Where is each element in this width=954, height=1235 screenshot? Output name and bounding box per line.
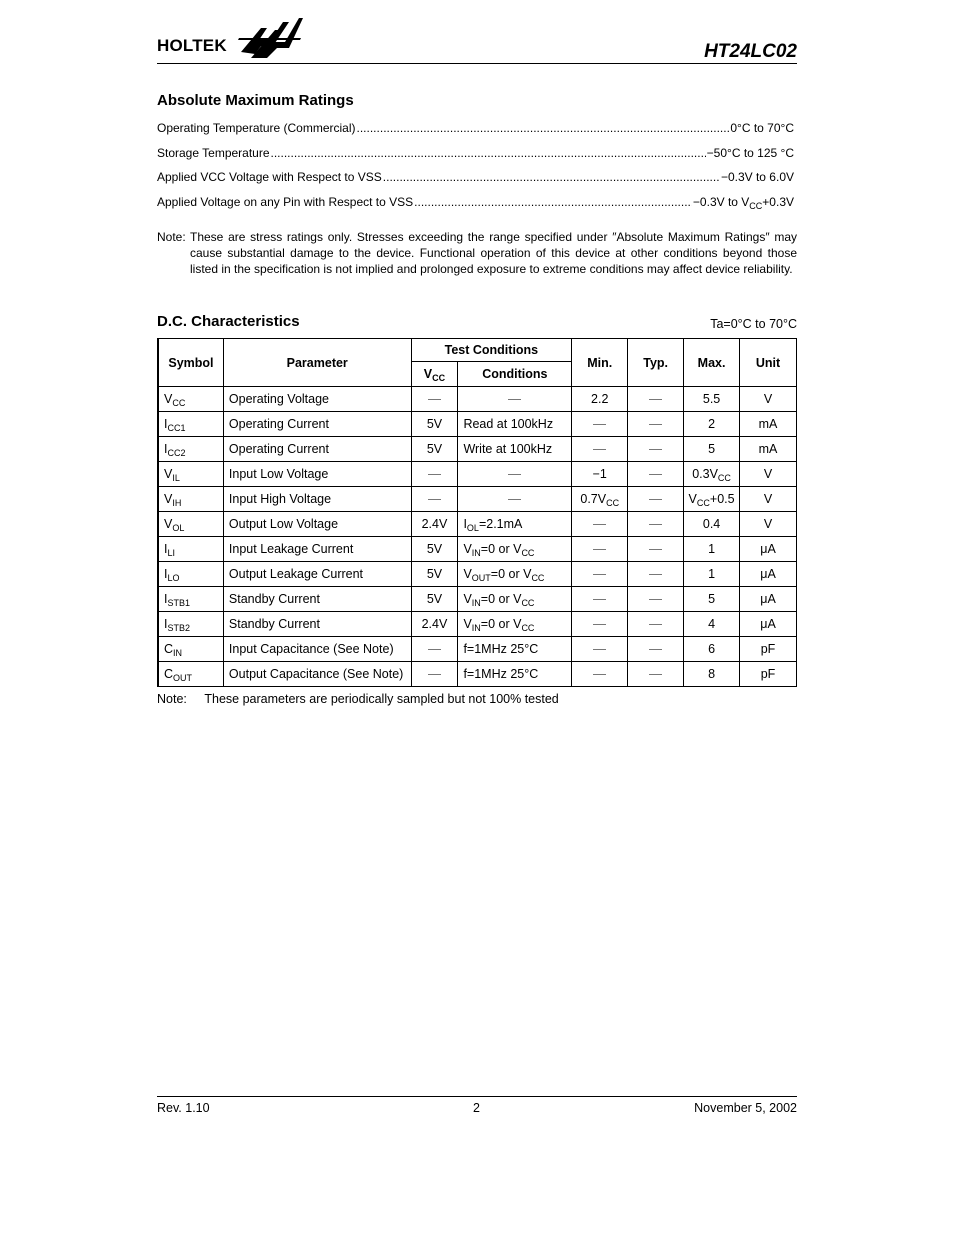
cell-typ (628, 487, 684, 512)
table-row (159, 662, 797, 687)
cell-min (572, 537, 628, 562)
cell-min (572, 637, 628, 662)
cell-symbol: $I_{LI}$ (159, 537, 224, 562)
table-row (159, 387, 797, 412)
cell-min (572, 612, 628, 637)
holtek-logo-mark-icon (237, 12, 303, 60)
cell-max: 1 (684, 537, 740, 562)
rating-row (157, 146, 794, 160)
cell-parameter: Output Capacitance (See Note) (223, 662, 411, 687)
abs-max-title: Absolute Maximum Ratings (157, 92, 354, 109)
cell-min (572, 562, 628, 587)
cell-typ (628, 612, 684, 637)
cell-typ (628, 637, 684, 662)
cell-vcc: 5V (411, 437, 458, 462)
header-symbol: Symbol (159, 339, 224, 387)
table-header-row (159, 339, 797, 362)
cell-max: 4 (684, 612, 740, 637)
footer-revision: Rev. 1.10 (157, 1101, 210, 1115)
header-conditions: Conditions (458, 362, 572, 387)
cell-symbol: $I_{STB1}$ (159, 587, 224, 612)
note-text: These parameters are periodically sampled but not 100% tested (204, 692, 559, 706)
dot-leader (271, 146, 706, 160)
table-row (159, 612, 797, 637)
table-row (159, 587, 797, 612)
cell-conditions: Read at 100kHz (458, 412, 572, 437)
cell-vcc (411, 387, 458, 412)
rating-row (157, 121, 794, 135)
cell-vcc (411, 487, 458, 512)
footer-date: November 5, 2002 (694, 1101, 797, 1115)
cell-unit: μA (740, 562, 797, 587)
cell-max: 5 (684, 587, 740, 612)
cell-vcc: 5V (411, 562, 458, 587)
cell-parameter: Input Capacitance (See Note) (223, 637, 411, 662)
dot-leader (414, 195, 692, 209)
cell-conditions: f=1MHz 25°C (458, 662, 572, 687)
cell-typ (628, 537, 684, 562)
cell-max: 6 (684, 637, 740, 662)
abs-max-note (157, 229, 797, 277)
rating-label: Applied Voltage on any Pin with Respect to VSS (157, 195, 414, 209)
document-code: HT24LC02 (704, 41, 797, 62)
cell-typ (628, 562, 684, 587)
cell-vcc: 2.4V (411, 612, 458, 637)
header-divider (157, 63, 797, 64)
cell-parameter: Operating Current (223, 412, 411, 437)
table-row (159, 437, 797, 462)
cell-conditions (458, 387, 572, 412)
cell-min (572, 437, 628, 462)
header-unit: Unit (740, 339, 797, 387)
header-typ: Typ. (628, 339, 684, 387)
cell-vcc: 5V (411, 587, 458, 612)
cell-min (572, 412, 628, 437)
cell-conditions: $V_{OUT}=0$ or $V_{CC}$ (458, 562, 572, 587)
cell-vcc (411, 637, 458, 662)
cell-max: 1 (684, 562, 740, 587)
cell-unit: μA (740, 612, 797, 637)
cell-vcc (411, 662, 458, 687)
note-text: These are stress ratings only. Stresses exceeding the range specified under ″Absolute Maximum Ratings″ may cause substantial damage to the device. Functional operation of this device at other conditions beyond those listed in the specification is not implied and prolonged exposure to extreme conditions may affect device reliability. (190, 230, 797, 276)
rating-label: Storage Temperature (157, 146, 270, 160)
table-row (159, 537, 797, 562)
note-label: Note: (157, 692, 187, 706)
cell-parameter: Input High Voltage (223, 487, 411, 512)
cell-unit: V (740, 512, 797, 537)
cell-vcc (411, 462, 458, 487)
cell-typ (628, 387, 684, 412)
cell-min (572, 662, 628, 687)
table-row (159, 487, 797, 512)
holtek-logo (157, 12, 302, 60)
dot-leader (357, 121, 730, 135)
table-row (159, 562, 797, 587)
cell-symbol: $C_{OUT}$ (159, 662, 224, 687)
cell-unit: μA (740, 537, 797, 562)
dc-characteristics-table (158, 338, 797, 687)
cell-symbol: $I_{STB2}$ (159, 612, 224, 637)
cell-min: $0.7V_{CC}$ (572, 487, 628, 512)
cell-symbol: $I_{LO}$ (159, 562, 224, 587)
cell-vcc: 2.4V (411, 512, 458, 537)
dc-note (157, 692, 559, 706)
cell-parameter: Output Low Voltage (223, 512, 411, 537)
table-row (159, 412, 797, 437)
cell-parameter: Standby Current (223, 612, 411, 637)
cell-parameter: Output Leakage Current (223, 562, 411, 587)
cell-unit: V (740, 487, 797, 512)
header-max: Max. (684, 339, 740, 387)
cell-vcc: 5V (411, 412, 458, 437)
cell-parameter: Input Low Voltage (223, 462, 411, 487)
cell-max: $0.3V_{CC}$ (684, 462, 740, 487)
dc-temp-condition: Ta=0°C to 70°C (710, 317, 797, 331)
table-row (159, 512, 797, 537)
cell-conditions: f=1MHz 25°C (458, 637, 572, 662)
cell-unit: pF (740, 662, 797, 687)
rating-value: −0.3V to $V_{CC}+0.3V$ (692, 195, 794, 211)
cell-parameter: Standby Current (223, 587, 411, 612)
cell-typ (628, 587, 684, 612)
cell-max: 5 (684, 437, 740, 462)
cell-typ (628, 462, 684, 487)
cell-unit: V (740, 462, 797, 487)
cell-parameter: Operating Voltage (223, 387, 411, 412)
cell-conditions: $V_{IN}=0$ or $V_{CC}$ (458, 612, 572, 637)
cell-min (572, 587, 628, 612)
cell-conditions (458, 462, 572, 487)
cell-typ (628, 437, 684, 462)
rating-label: Applied VCC Voltage with Respect to VSS (157, 170, 382, 184)
rating-value: −50°C to 125 °C (706, 146, 794, 160)
footer-divider (157, 1096, 797, 1097)
cell-max: 8 (684, 662, 740, 687)
table-row (159, 637, 797, 662)
cell-symbol: $V_{IL}$ (159, 462, 224, 487)
cell-conditions: $V_{IN}=0$ or $V_{CC}$ (458, 587, 572, 612)
note-label: Note: (157, 230, 186, 244)
rating-row (157, 170, 794, 184)
cell-max: 5.5 (684, 387, 740, 412)
cell-conditions: $I_{OL}=2.1mA$ (458, 512, 572, 537)
header-min: Min. (572, 339, 628, 387)
dot-leader (383, 170, 720, 184)
cell-unit: pF (740, 637, 797, 662)
cell-conditions: $V_{IN}=0$ or $V_{CC}$ (458, 537, 572, 562)
cell-symbol: $I_{CC2}$ (159, 437, 224, 462)
cell-parameter: Input Leakage Current (223, 537, 411, 562)
table-row (159, 462, 797, 487)
cell-unit: μA (740, 587, 797, 612)
cell-min: 2.2 (572, 387, 628, 412)
header-parameter: Parameter (223, 339, 411, 387)
rating-row (157, 195, 794, 209)
cell-unit: mA (740, 412, 797, 437)
cell-conditions: Write at 100kHz (458, 437, 572, 462)
cell-symbol: $C_{IN}$ (159, 637, 224, 662)
cell-max: $V_{CC}+0.5$ (684, 487, 740, 512)
rating-value: −0.3V to 6.0V (720, 170, 794, 184)
cell-typ (628, 512, 684, 537)
rating-label: Operating Temperature (Commercial) (157, 121, 356, 135)
footer-page-number: 2 (473, 1101, 480, 1115)
cell-symbol: $V_{IH}$ (159, 487, 224, 512)
cell-symbol: $I_{CC1}$ (159, 412, 224, 437)
dc-table-body (159, 387, 797, 687)
header-vcc: $V_{CC}$ (411, 362, 458, 387)
cell-max: 2 (684, 412, 740, 437)
cell-max: 0.4 (684, 512, 740, 537)
header-test-conditions: Test Conditions (411, 339, 572, 362)
dc-title: D.C. Characteristics (157, 313, 300, 330)
cell-min (572, 512, 628, 537)
cell-symbol: $V_{CC}$ (159, 387, 224, 412)
cell-unit: mA (740, 437, 797, 462)
rating-value: 0°C to 70°C (730, 121, 794, 135)
cell-vcc: 5V (411, 537, 458, 562)
cell-unit: V (740, 387, 797, 412)
cell-symbol: $V_{OL}$ (159, 512, 224, 537)
cell-typ (628, 412, 684, 437)
cell-parameter: Operating Current (223, 437, 411, 462)
cell-conditions (458, 487, 572, 512)
cell-min: −1 (572, 462, 628, 487)
cell-typ (628, 662, 684, 687)
logo-text: HOLTEK (157, 36, 227, 55)
